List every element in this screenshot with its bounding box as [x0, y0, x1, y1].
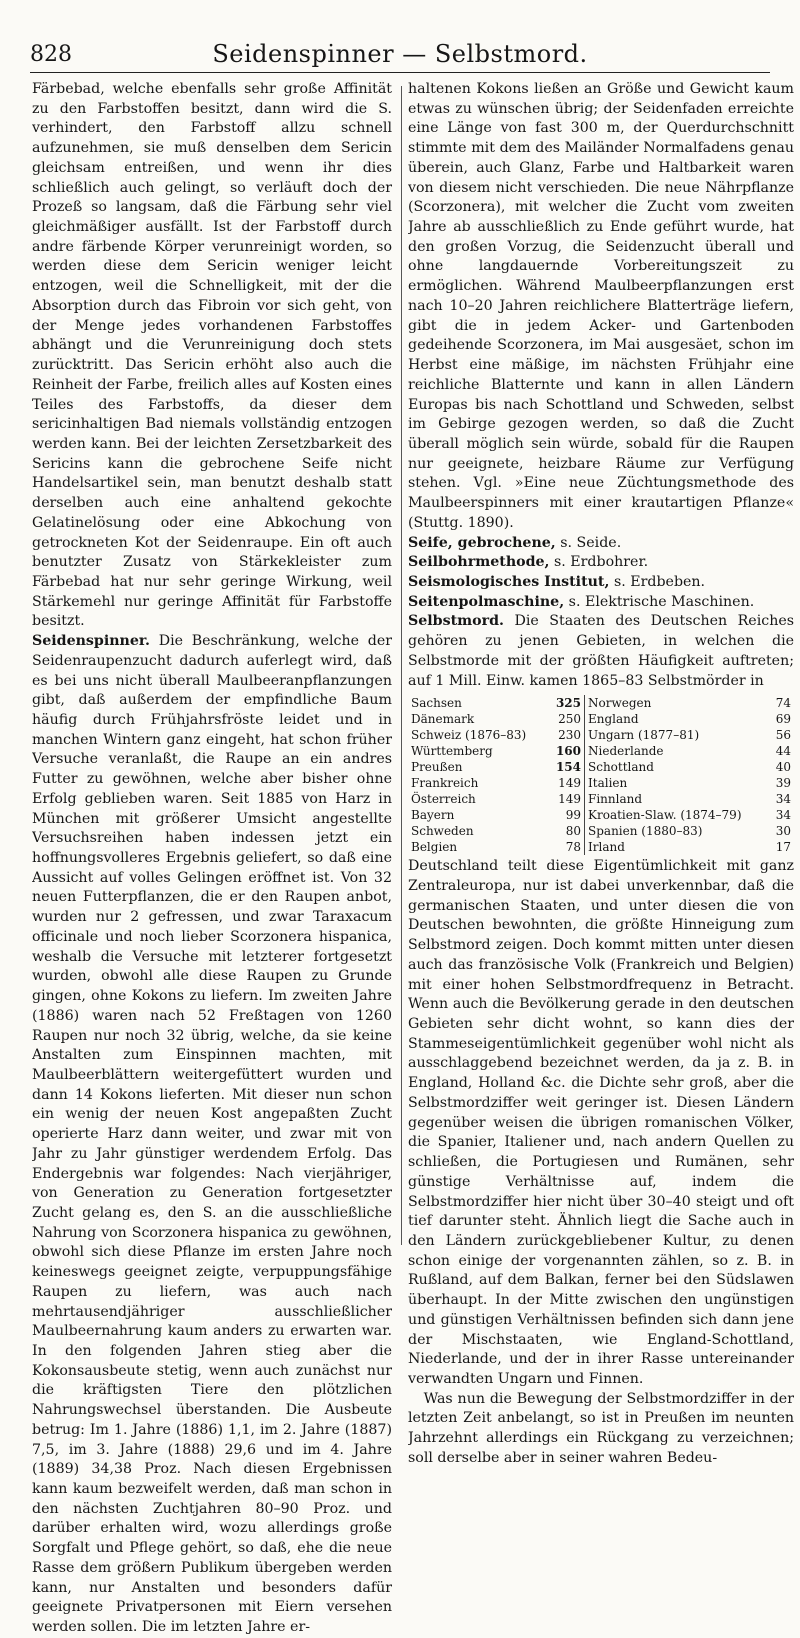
lemma-seilbohrmethode: Seilbohrmethode,: [408, 554, 550, 571]
table-cell-country-left: Bayern: [411, 808, 455, 823]
text-columns: [32, 80, 794, 1636]
table-cell-value-left: 99: [548, 807, 584, 823]
paragraph-selbstmord-intro: Die Staaten des Deutschen Reiches gehören zu jenen Gebieten, in welchen die Selbstmorde mit der größten Häufigkeit auftreten; auf 1 Mill. Einw. kamen 1865–83 Selbstmörder in: [408, 613, 794, 689]
table-cell-country-left: Schweiz (1876–83): [411, 728, 527, 743]
table-cell-country-right: Schottland: [588, 760, 654, 775]
table-cell-country-left: Preußen: [411, 760, 463, 775]
table-cell-value-left: 325: [548, 695, 584, 711]
table-cell-country-left: Frankreich: [411, 776, 479, 791]
table-cell-value-left: 149: [548, 775, 584, 791]
page-number: 828: [30, 42, 72, 67]
table-cell-country-right: Italien: [588, 776, 628, 791]
page-header: [30, 38, 770, 73]
table-row: [408, 775, 794, 791]
table-row: [408, 727, 794, 743]
ref-seismologisches-institut: s. Erdbeben.: [609, 573, 706, 590]
lemma-seitenpolmaschine: Seitenpolmaschine,: [408, 593, 565, 610]
lemma-seife: Seife, gebrochene,: [408, 534, 556, 551]
paragraph-kokons: haltenen Kokons ließen an Größe und Gewicht kaum etwas zu wünschen übrig; der Seidenfaden erreichte eine Länge von fast 300 m, der Querdurchschnitt stimmte mit dem des Mailänder Normalfadens genau überein, auch Glanz, Farbe und Haltbarkeit waren von diesem nicht verschieden. Die neue Nährpflanze (Scorzonera), mit welcher die Zucht vom zweiten Jahre ab ausschließlich zu Ende geführt wurde, hat den großen Vorzug, die Seidenzucht überall und ohne langdauernde Vorbereitungszeit zu ermöglichen. Während Maulbeerpflanzungen erst nach 10–20 Jahren reichlichere Blatterträge liefern, gibt die in jedem Acker- und Gartenboden gedeihende Scorzonera, im Mai ausgesäet, schon im Herbst eine mäßige, im nächsten Frühjahr eine reichliche Blatternte und kann in allen Ländern Europas bis nach Schottland und Schweden, selbst im Gebirge gezogen werden, so daß die Zucht überall möglich sein würde, sobald für die Raupen nur geeignete, heizbare Räume zur Verfügung stehen. Vgl. »Eine neue Züchtungsmethode des Maulbeerspinners mit einer krautartigen Pflanze« (Stuttg. 1890).: [408, 81, 794, 531]
table-cell-country-left: Württemberg: [411, 744, 493, 759]
cross-reference: [408, 553, 794, 573]
table-cell-value-left: 80: [548, 823, 584, 839]
table-cell-country-left: Belgien: [411, 840, 458, 855]
table-cell-value-left: 154: [548, 759, 584, 775]
table-row: [408, 743, 794, 759]
right-column: [408, 80, 794, 1469]
lemma-seismologisches-institut: Seismologisches Institut,: [408, 573, 610, 590]
table-cell-country-right: Spanien (1880–83): [588, 824, 703, 839]
table-cell-country-right: Kroatien-Slaw. (1874–79): [588, 808, 742, 823]
table-row: [408, 695, 794, 711]
table-cell-value-right: 56: [775, 728, 791, 743]
table-cell-value-left: 149: [548, 791, 584, 807]
table-cell-country-right: Irland: [588, 840, 625, 855]
table-cell-value-right: 44: [775, 744, 791, 759]
lemma-selbstmord: Selbstmord.: [408, 613, 504, 630]
table-row: [408, 807, 794, 823]
table-cell-value-right: 17: [775, 840, 791, 855]
table-cell-value-left: 78: [548, 839, 584, 855]
entry-selbstmord: [408, 612, 794, 691]
table-row: [408, 791, 794, 807]
table-cell-value-left: 230: [548, 727, 584, 743]
table-cell-country-left: Dänemark: [411, 712, 475, 727]
ref-seitenpolmaschine: s. Elektrische Maschinen.: [564, 593, 755, 610]
table-cell-country-right: Norwegen: [588, 696, 652, 711]
paragraph-deutschland: Deutschland teilt diese Eigentümlichkeit mit ganz Zentraleuropa, nur ist dabei unverkennbar, daß die germanischen Staaten, und unter diesen die von Deutschen bewohnten, die größte Hinneigung zum Selbstmord zeigen. Doch kommt mitten unter diesen auch das französische Volk (Frankreich und Belgien) mit einer hohen Selbstmordfrequenz in Betracht. Wenn auch die Bevölkerung gerade in den deutschen Gebieten sehr dicht wohnt, so kann dies der Stammeseigentümlichkeit gegenüber wohl nicht als ausschlaggebend bezeichnet werden, da ja z. B. in England, Holland &c. die Dichte sehr groß, aber die Selbstmordziffer weit geringer ist. Diesen Ländern gegenüber weisen die übrigen romanischen Völker, die Spanier, Italiener und, nach andern Quellen zu schließen, die Portugiesen und Rumänen, sehr günstige Verhältnisse auf, indem die Selbstmordziffer hier nicht über 30–40 steigt und oft tief darunter steht. Ähnlich liegt die Sache auch in den Ländern zurückgebliebener Kultur, zu denen schon einige der vorgenannten zählen, so z. B. in Rußland, auf dem Balkan, ferner bei den Südslawen überhaupt. In der Mitte zwischen den ungünstigen und günstigen Verhältnissen befinden sich dann jene der Mischstaaten, wie England-Schottland, Niederlande, und der in ihrer Rasse untereinander verwandten Ungarn und Finnen.: [408, 858, 794, 1387]
table-cell-country-left: Österreich: [411, 792, 476, 807]
table-cell-value-right: 74: [775, 696, 791, 711]
column-divider: [401, 86, 402, 1245]
table-row: [408, 711, 794, 727]
table-cell-country-left: Schweden: [411, 824, 474, 839]
entry-seidenspinner: [32, 632, 392, 1638]
table-cell-country-right: Niederlande: [588, 744, 664, 759]
table-row: [408, 759, 794, 775]
cross-reference: [408, 534, 794, 554]
table-cell-value-right: 30: [775, 824, 791, 839]
suicide-statistics-table: [408, 695, 794, 855]
table-cell-value-right: 69: [775, 712, 791, 727]
page-title: Seidenspinner — Selbstmord.: [212, 40, 588, 68]
lemma-seidenspinner: Seidenspinner.: [32, 633, 150, 650]
ref-seife: s. Seide.: [555, 534, 622, 551]
table-row: [408, 839, 794, 855]
table-cell-value-right: 39: [775, 776, 791, 791]
table-cell-country-left: Sachsen: [411, 696, 462, 711]
table-cell-country-right: Ungarn (1877–81): [588, 728, 700, 743]
paragraph-seidenspinner: Die Beschränkung, welche der Seidenraupenzucht dadurch auferlegt wird, daß es bei uns nicht überall Maulbeeranpflanzungen gibt, daß außerdem der empfindliche Baum häufig durch Frühjahrsfröste leidet und in manchen Wintern ganz eingeht, hat schon früher Versuche veranlaßt, die Raupe an ein andres Futter zu gewöhnen, welche aber bisher ohne Erfolg geblieben waren. Seit 1885 von Harz in München mit größerer Umsicht angestellte Versuchsreihen haben indessen jetzt ein hoffnungsvolleres Ergebnis geliefert, so daß eine Aussicht auf volles Gelingen eröffnet ist. Von 32 neuen Futterpflanzen, die er den Raupen anbot, wurden nur 2 gefressen, und zwar Taraxacum officinale und noch lieber Scorzonera hispanica, weshalb die Versuche mit letzterer fortgesetzt wurden, obwohl alle diese Raupen zu Grunde gingen, ohne Kokons zu liefern. Im zweiten Jahre (1886) waren nach 52 Freßtagen von 1260 Raupen nur noch 32 übrig, welche, da sie keine Anstalten zum Einspinnen machten, mit Maulbeerblättern weitergefüttert wurden und dann 14 Kokons lieferten. Mit dieser nun schon ein wenig der neuen Kost angepaßten Zucht operierte Harz dann weiter, und zwar mit von Jahr zu Jahr günstiger werdendem Erfolg. Das Endergebnis war folgendes: Nach vierjähriger, von Generation zu Generation fortgesetzter Zucht gelang es, den S. an die ausschließliche Nahrung von Scorzonera hispanica zu gewöhnen, obwohl sich diese Pflanze im ersten Jahre noch keineswegs geeignet zeigte, verpuppungsfähige Raupen zu liefern, was auch nach mehrtausendjähriger ausschließlicher Maulbeernahrung kaum anders zu erwarten war. In den folgenden Jahren stieg aber die Kokonsausbeute stetig, wenn auch zunächst nur die kräftigsten Tiere den plötzlichen Nahrungswechsel überstanden. Die Ausbeute betrug: Im 1. Jahre (1886) 1,1, im 2. Jahre (1887) 7,5, im 3. Jahre (1888) 29,6 und im 4. Jahre (1889) 34,38 Proz. Nach diesen Ergebnissen kann kaum bezweifelt werden, daß man schon in den nächsten Zuchtjahren 80–90 Proz. und darüber erhalten wird, wozu allerdings große Sorgfalt und Pflege gehört, so daß, ehe die neue Rasse dem größern Publikum übergeben werden kann, nur Anstalten und besonders dafür geeignete Privatpersonen mit Eiern versehen werden sollen. Die im letzten Jahre er-: [32, 633, 392, 1636]
table-cell-value-right: 40: [775, 760, 791, 775]
paragraph-faerbebad: Färbebad, welche ebenfalls sehr große Affinität zu den Farbstoffen besitzt, dann wird die S. verhindert, den Farbstoff allzu schnell aufzunehmen, sie muß denselben dem Sericin gleichsam entreißen, und wenn ihr dies schließlich auch gelingt, so verläuft doch der Prozeß so langsam, daß die Färbung sehr viel gleichmäßiger ausfällt. Ist der Farbstoff durch andre färbende Körper verunreinigt worden, so werden diese dem Sericin weniger leicht entzogen, weil die Schnelligkeit, mit der die Absorption durch das Fibroin vor sich geht, von der Menge jedes vorhandenen Farbstoffes abhängt und die Verunreinigung doch stets zurücktritt. Das Sericin erhöht also auch die Reinheit der Farbe, freilich alles auf Kosten eines Teiles des Farbstoffs, da dieser dem sericinhaltigen Bad niemals vollständig entzogen werden kann. Bei der leichten Zersetzbarkeit des Sericins kann die gebrochene Seife nicht Handelsartikel sein, man benutzt deshalb statt derselben auch eine anhaltend gekochte Gelatinelösung oder eine Abkochung von getrockneten Kot der Seidenraupe. Ein oft auch benutzter Zusatz von Stärkekleister zum Färbebad hat nur sehr geringe Wirkung, weil Stärkemehl nur geringe Affinität für Farbstoffe besitzt.: [32, 81, 392, 630]
table-row: [408, 823, 794, 839]
table-cell-value-right: 34: [775, 808, 791, 823]
table-cell-value-left: 250: [548, 711, 584, 727]
table-cell-value-right: 34: [775, 792, 791, 807]
cross-reference: [408, 573, 794, 593]
ref-seilbohrmethode: s. Erdbohrer.: [549, 554, 649, 571]
table-cell-value-left: 160: [548, 743, 584, 759]
paragraph-bewegung: Was nun die Bewegung der Selbstmordziffer in der letzten Zeit anbelangt, so ist in Preußen im neunten Jahrzehnt allerdings ein Rückgang zu verzeichnen; soll derselbe aber in seiner wahren Bedeu-: [408, 1390, 794, 1466]
left-column: [32, 80, 392, 1638]
table-cell-country-right: Finnland: [588, 792, 643, 807]
table-cell-country-right: England: [588, 712, 639, 727]
cross-reference: [408, 593, 794, 613]
